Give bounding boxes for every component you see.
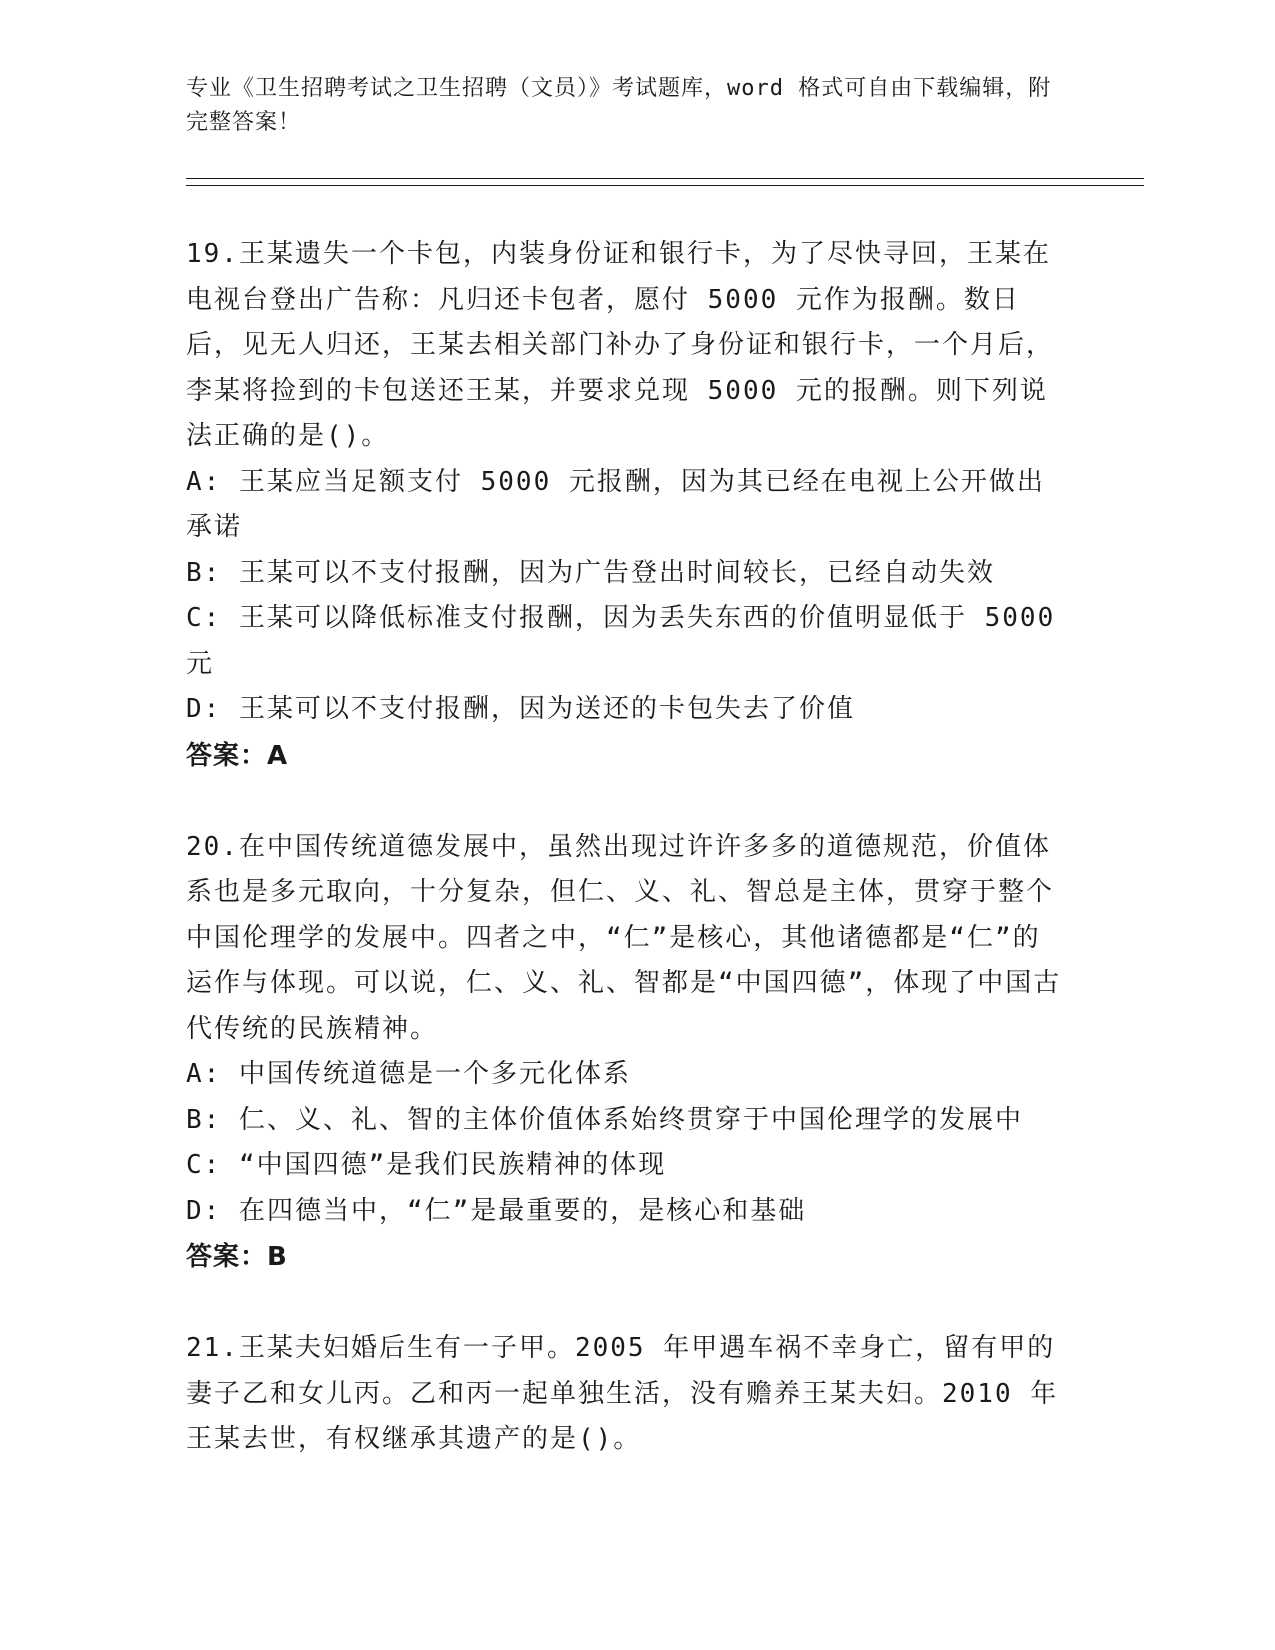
header-divider bbox=[186, 178, 1144, 186]
document-header: 专业《卫生招聘考试之卫生招聘（文员）》考试题库，word 格式可自由下载编辑，附完整答案！ bbox=[186, 76, 1052, 135]
answer-label: 答案：A bbox=[186, 740, 289, 771]
option-b: B: 王某可以不支付报酬，因为广告登出时间较长，已经自动失效 bbox=[186, 557, 995, 588]
question-20 bbox=[186, 825, 1066, 1281]
question-21 bbox=[186, 1326, 1066, 1463]
answer-label: 答案：B bbox=[186, 1242, 288, 1272]
question-19 bbox=[186, 232, 1066, 779]
option-c: C: “中国四德”是我们民族精神的体现 bbox=[186, 1150, 667, 1180]
question-stem: 19.王某遗失一个卡包，内装身份证和银行卡，为了尽快寻回，王某在电视台登出广告称：凡归还卡包者，愿付 5000 元作为报酬。数日后，见无人归还，王某去相关部门补办了身份证和银行卡，一个月后，李某将捡到的卡包送还王某，并要求兑现 5000 元的报酬。则下列说法正确的是()。 bbox=[186, 239, 1055, 451]
option-d: D: 王某可以不支付报酬，因为送还的卡包失去了价值 bbox=[186, 694, 855, 724]
question-stem: 21.王某夫妇婚后生有一子甲。2005 年甲遇车祸不幸身亡，留有甲的妻子乙和女儿丙。乙和丙一起单独生活，没有赡养王某夫妇。2010 年王某去世，有权继承其遗产的是()。 bbox=[186, 1333, 1059, 1454]
option-b: B: 仁、义、礼、智的主体价值体系始终贯穿于中国伦理学的发展中 bbox=[186, 1104, 1023, 1135]
option-a: A: 王某应当足额支付 5000 元报酬，因为其已经在电视上公开做出承诺 bbox=[186, 466, 1045, 542]
question-stem: 20.在中国传统道德发展中，虽然出现过许许多多的道德规范，价值体系也是多元取向，十分复杂，但仁、义、礼、智总是主体，贯穿于整个中国伦理学的发展中。四者之中，“仁”是核心，其他诸德都是“仁”的运作与体现。可以说，仁、义、礼、智都是“中国四德”，体现了中国古代传统的民族精神。 bbox=[186, 831, 1062, 1044]
option-d: D: 在四德当中，“仁”是最重要的，是核心和基础 bbox=[186, 1195, 807, 1226]
question-list bbox=[186, 232, 1066, 1509]
option-c: C: 王某可以降低标准支付报酬，因为丢失东西的价值明显低于 5000 元 bbox=[186, 603, 1056, 679]
option-a: A: 中国传统道德是一个多元化体系 bbox=[186, 1059, 631, 1089]
